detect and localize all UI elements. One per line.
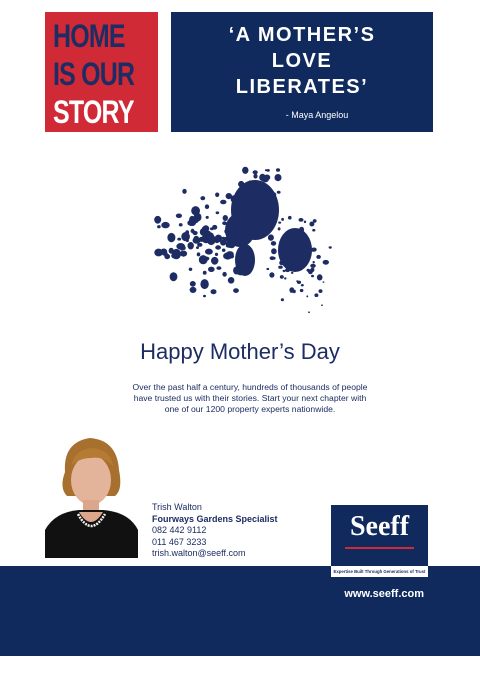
body-line-3: one of our 1200 property experts nationwide.	[164, 404, 336, 414]
body-text	[115, 382, 385, 415]
campaign-line-2: IS OUR	[53, 56, 135, 92]
quote-author: - Maya Angelou	[285, 110, 349, 120]
seeff-logo: Seeff	[349, 511, 410, 542]
body-line-2: have trusted us with their stories. Start your next chapter with	[133, 393, 367, 403]
campaign-line-1: HOME	[53, 18, 125, 54]
logo-underline	[345, 547, 414, 549]
body-line-1: Over the past half a century, hundreds of thousands of people	[132, 382, 368, 392]
quote-line-3: LIBERATES’	[235, 76, 369, 98]
seeff-tagline: Expertise Built Through Generations of Trust	[331, 566, 428, 577]
website-link[interactable]: www.seeff.com	[344, 588, 424, 600]
agent-contact	[152, 502, 278, 560]
agent-phone-office[interactable]: 011 467 3233	[152, 536, 207, 547]
greeting-heading: Happy Mother’s Day	[140, 339, 340, 364]
quote-line-2: LOVE	[271, 50, 333, 72]
quote-line-1: ‘A MOTHER’S	[228, 24, 376, 46]
agent-name: Trish Walton	[152, 502, 202, 512]
agent-title: Fourways Gardens Specialist	[152, 513, 278, 524]
quote-box	[171, 12, 433, 132]
agent-phone-mobile[interactable]: 082 442 9112	[152, 525, 207, 535]
mother-child-illustration	[145, 165, 340, 320]
agent-email[interactable]: trish.walton@seeff.com	[152, 548, 246, 558]
footer-band	[0, 566, 480, 656]
agent-photo	[45, 432, 138, 558]
campaign-logo	[45, 12, 158, 132]
campaign-line-3: STORY	[53, 94, 134, 130]
